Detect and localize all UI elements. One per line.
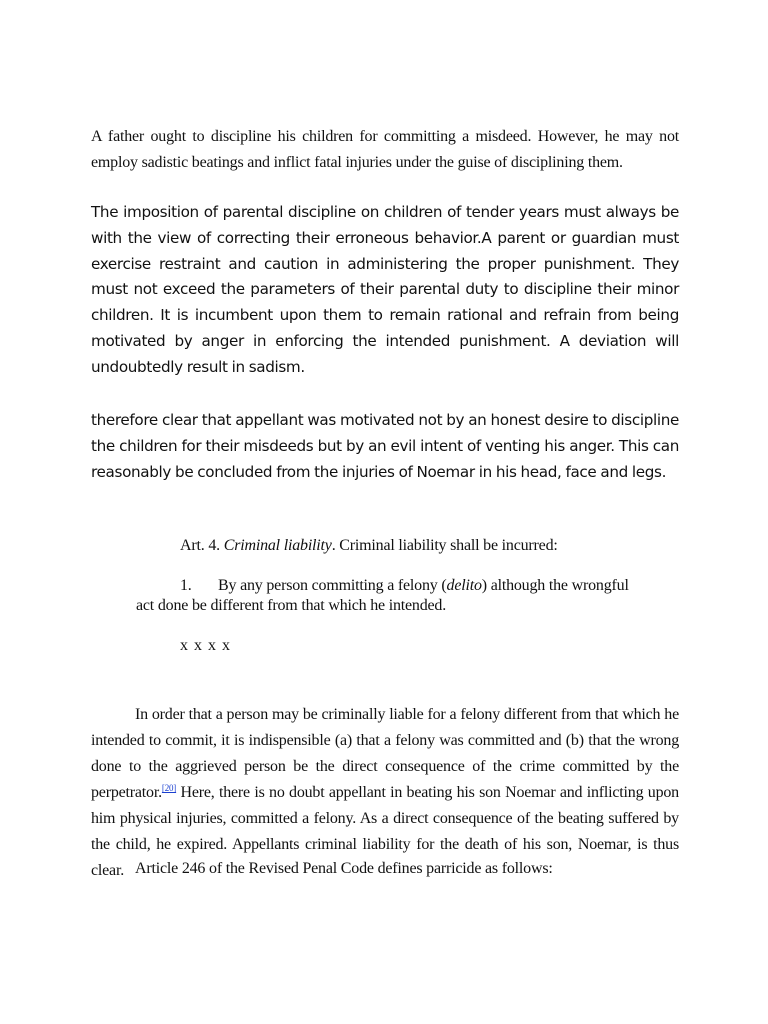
- analysis-text-after-footnote: Here, there is no doubt appellant in beating his son Noemar and inflicting upon him physical injuries, committed a felony. As a direct consequence of the beating suffered by the child, he expired. Appellants criminal liability for the death of his son, Noemar, is thus clear.: [91, 784, 679, 879]
- omission-marker: x x x x: [180, 637, 231, 654]
- article-4-heading: [180, 536, 558, 556]
- paragraph-parental-discipline: The imposition of parental discipline on children of tender years must always be with the view of correcting their erroneous behavior.A parent or guardian must exercise restraint and caution in administering the proper punishment. They must not exceed the parameters of their parental duty to discipline their minor children. It is incumbent upon them to remain rational and refrain from being motivated by anger in enforcing the intended punishment. A deviation will undoubtedly result in sadism.: [91, 203, 679, 376]
- article-title-rest: . Criminal liability shall be incurred:: [331, 537, 558, 554]
- paragraph-discipline-intro: A father ought to discipline his children for committing a misdeed. However, he may not employ sadistic beatings and inflict fatal injuries under the guise of disciplining them.: [91, 128, 679, 171]
- article-item-text-after: ) although the wrongful: [481, 577, 629, 594]
- article-title-italic: Criminal liability: [223, 537, 332, 554]
- article-item-italic: delito: [446, 577, 482, 594]
- article-4-item-1: [136, 576, 656, 616]
- paragraph-article-246: Article 246 of the Revised Penal Code defines parricide as follows:: [135, 860, 553, 877]
- paragraph-appellant-motive: therefore clear that appellant was motivated not by an honest desire to discipline the children for their misdeeds but by an evil intent of venting his anger. This can reasonably be concluded from the injuries of Noemar in his head, face and legs.: [91, 411, 679, 481]
- article-item-text-before: By any person committing a felony (: [218, 577, 447, 594]
- article-item-first-line: [136, 576, 656, 596]
- article-prefix: Art. 4.: [180, 537, 224, 554]
- analysis-text-before-footnote: In order that a person may be criminally liable for a felony different from that which he intended to commit, it is indispensible (a) that a felony was committed and (b) that the wrong done to the aggrieved person be the direct consequence of the crime committed by the perpetrator.: [91, 706, 679, 801]
- footnote-link-20[interactable]: [20]: [161, 783, 177, 793]
- article-item-second-line: act done be different from that which he intended.: [136, 597, 447, 614]
- article-item-number: 1.: [180, 577, 192, 594]
